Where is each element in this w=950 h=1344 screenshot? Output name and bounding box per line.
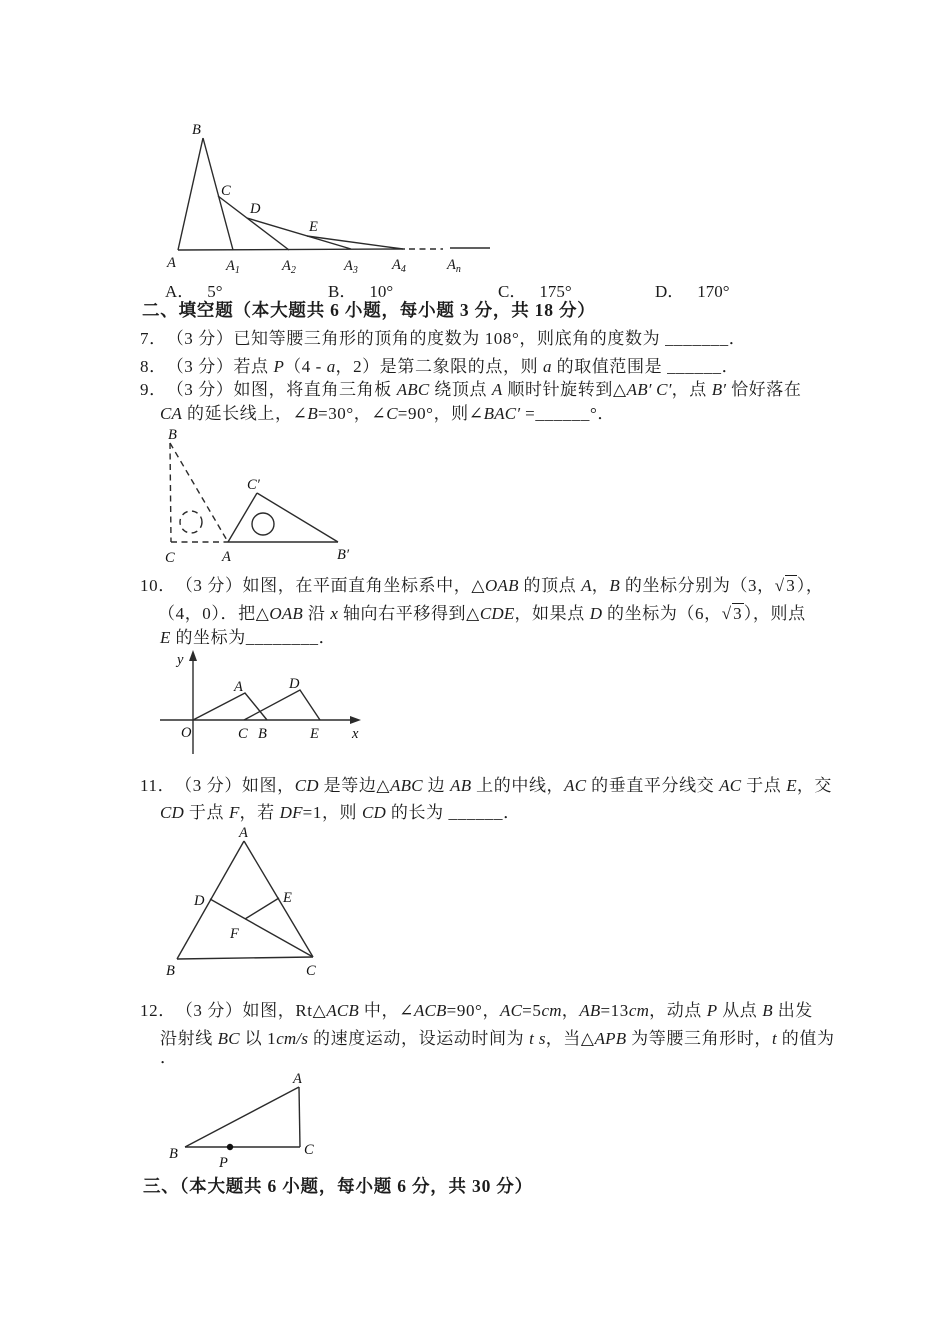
option-a-key: A． <box>165 282 195 301</box>
label-A: A <box>234 679 243 695</box>
label-y-axis: y <box>177 652 184 668</box>
label-C: C <box>165 550 175 566</box>
figure-q10-coordinate-plane <box>150 648 400 760</box>
problem-10-line-3: E 的坐标为________． <box>160 628 337 647</box>
figure-q12-right-triangle <box>150 1066 370 1174</box>
label-C: C <box>306 963 316 979</box>
label-C: C <box>304 1142 314 1158</box>
label-B: B <box>166 963 175 979</box>
problem-12-number: 12． <box>140 1001 176 1020</box>
problem-10-line-2: （4，0）．把△OAB 沿 x 轴向右平移得到△CDE，如果点 D 的坐标为（6，√3），则点 <box>158 604 806 623</box>
label-A: A <box>293 1071 302 1087</box>
label-C: C <box>238 726 248 742</box>
figure-q11-equilateral-triangle <box>150 824 400 992</box>
label-P: P <box>219 1155 228 1171</box>
label-An: $A_n$ <box>447 257 461 275</box>
label-F: F <box>230 926 239 942</box>
problem-11-line-2: CD 于点 F，若 DF=1，则 CD 的长为 ______． <box>160 803 521 822</box>
problem-12-line-2: 沿射线 BC 以 1cm/s 的速度运动，设运动时间为 t s，当△APB 为等腰三角形时，t 的值为 <box>160 1029 835 1048</box>
label-B: B <box>192 122 201 138</box>
label-D: D <box>194 893 205 909</box>
problem-7-line-1: 7．（3 分）已知等腰三角形的顶角的度数为 108°，则底角的度数为 _______． <box>140 329 747 348</box>
option-b-key: B． <box>328 282 357 301</box>
problem-8-line-1: 8．（3 分）若点 P（4 - a，2）是第二象限的点，则 a 的取值范围是 ______． <box>140 357 740 376</box>
option-d-key: D． <box>655 282 685 301</box>
label-C-prime: C′ <box>247 477 260 493</box>
label-A2: $A_2$ <box>282 258 296 276</box>
label-E: E <box>310 726 319 742</box>
option-a-value: 5° <box>207 282 223 301</box>
problem-11-line-1: 11．（3 分）如图，CD 是等边△ABC 边 AB 上的中线，AC 的垂直平分线交 AC 于点 E，交 <box>140 776 833 795</box>
label-x-axis: x <box>352 726 359 742</box>
section-3-header: 三、（本大题共 6 小题，每小题 6 分，共 30 分） <box>143 1176 533 1196</box>
label-O: O <box>181 725 192 741</box>
option-d <box>655 277 730 302</box>
problem-11-number: 11． <box>140 776 176 795</box>
option-b <box>328 277 393 302</box>
section-2-header: 二、填空题（本大题共 6 小题，每小题 3 分，共 18 分） <box>142 300 596 320</box>
option-d-value: 170° <box>697 282 730 301</box>
label-B: B <box>258 726 267 742</box>
label-C: C <box>221 183 231 199</box>
label-B-prime: B′ <box>337 547 350 563</box>
option-b-value: 10° <box>369 282 394 301</box>
label-A3: $A_3$ <box>344 258 358 276</box>
label-A: A <box>239 825 248 841</box>
label-E: E <box>309 219 318 235</box>
problem-10-number: 10． <box>140 576 176 595</box>
label-D: D <box>250 201 261 217</box>
option-c <box>498 277 572 302</box>
problem-9-line-1: 9．（3 分）如图，将直角三角板 ABC 绕顶点 A 顺时针旋转到△AB′ C′，点 B′ 恰好落在 <box>140 380 802 399</box>
label-B: B <box>169 1146 178 1162</box>
problem-8-number: 8． <box>140 357 167 376</box>
option-c-value: 175° <box>539 282 572 301</box>
problem-10-line-1: 10．（3 分）如图，在平面直角坐标系中，△OAB 的顶点 A，B 的坐标分别为（3，√3）， <box>140 576 824 595</box>
label-B: B <box>168 427 177 443</box>
option-c-key: C． <box>498 282 527 301</box>
label-A4: $A_4$ <box>392 257 406 275</box>
option-a <box>165 277 223 302</box>
label-A: A <box>222 549 231 565</box>
figure-q9-rotated-triangle <box>150 425 390 570</box>
problem-9-line-2: CA 的延长线上，∠B=30°，∠C=90°，则∠BAC′ =______°． <box>160 404 615 423</box>
problem-12-line-3: ． <box>160 1048 178 1067</box>
problem-12-line-1: 12．（3 分）如图，Rt△ACB 中，∠ACB=90°，AC=5cm，AB=13cm，动点 P 从点 B 出发 <box>140 1001 813 1020</box>
label-D: D <box>289 676 300 692</box>
problem-7-number: 7． <box>140 329 167 348</box>
figure-q6-triangle-fan <box>140 112 495 274</box>
label-A: A <box>167 255 176 271</box>
label-E: E <box>283 890 292 906</box>
problem-9-number: 9． <box>140 380 167 399</box>
label-A1: $A_1$ <box>226 258 240 276</box>
